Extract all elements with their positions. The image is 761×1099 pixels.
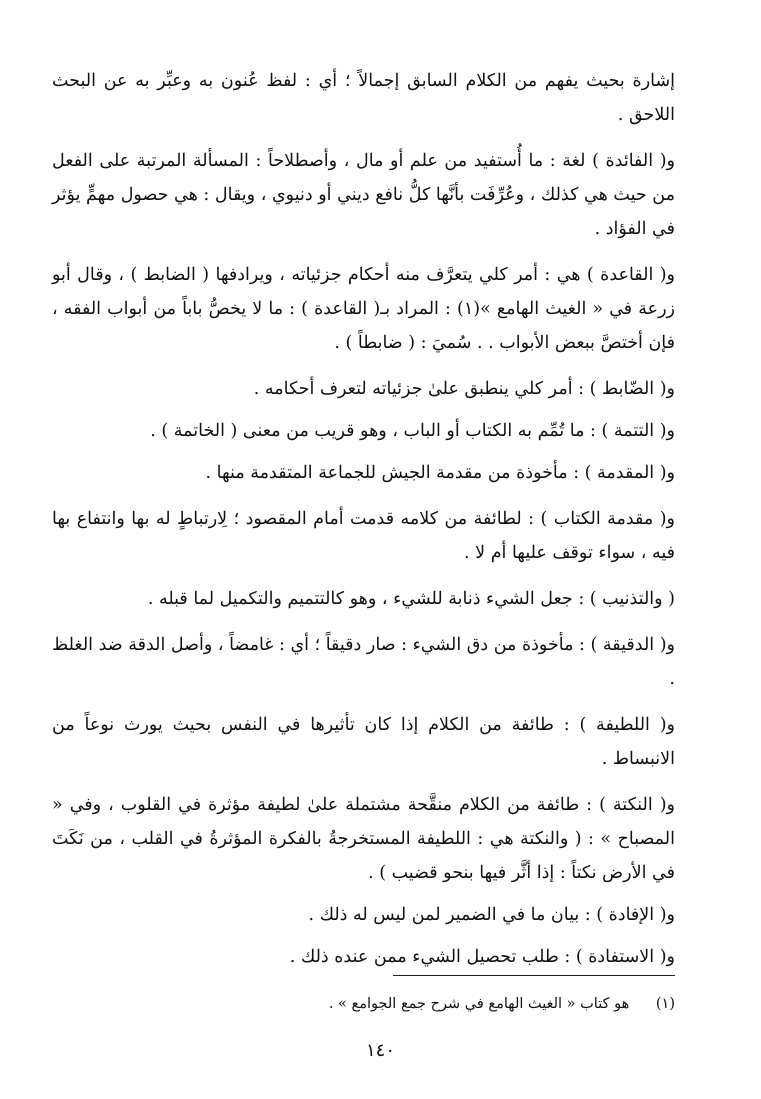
paragraph-latifa: و( اللطيفة ) : طائفة من الكلام إذا كان تأثيرها في النفس بحيث يورث نوعاً من الانبساط . [52, 715, 675, 769]
footnote-divider [393, 975, 675, 976]
main-text [52, 64, 675, 986]
paragraph-istifada: و( الاستفادة ) : طلب تحصيل الشيء ممن عنده ذلك . [289, 947, 675, 967]
paragraph-tadhnib: ( والتذنيب ) : جعل الشيء ذنابة للشيء ، وهو كالتتميم والتكميل لما قبله . [147, 589, 675, 609]
footnote [80, 992, 675, 1016]
paragraph-qaida: و( القاعدة ) هي : أمر كلي يتعرَّف منه أحكام جزئياته ، ويرادفها ( الضابط ) ، وقال أبو زرعة في « الغيث الهامع »(١) : المراد بـ( القاعدة ) : ما لا يخصُّ باباً من أبواب الفقه ، فإن أختصَّ ببعض الأبواب . . سُميَ : ( ضابطاً ) . [52, 265, 675, 353]
paragraph-daqiqa: و( الدقيقة ) : مأخوذة من دق الشيء : صار دقيقاً ؛ أي : غامضاً ، وأصل الدقة ضد الغلظ . [51, 635, 675, 689]
paragraph-tatimma: و( التتمة ) : ما تُمِّم به الكتاب أو الباب ، وهو قريب من معنى ( الخاتمة ) . [150, 421, 675, 441]
footnote-number: (١) [655, 996, 675, 1012]
paragraph-muqaddima: و( المقدمة ) : مأخوذة من مقدمة الجيش للجماعة المتقدمة منها . [205, 463, 675, 483]
paragraph-ifada: و( الإفادة ) : بيان ما في الضمير لمن ليس له ذلك . [308, 905, 675, 925]
paragraph-dabit: و( الضّابط ) : أمر كلي ينطبق علىٰ جزئياته لتعرف أحكامه . [253, 379, 675, 399]
paragraph-faida: و( الفائدة ) لغة : ما أُستفيد من علم أو مال ، وأصطلاحاً : المسألة المرتبة على الفعل من حيث هي كذلك ، وعُرِّفَت بأنَّها كلُّ نافع ديني أو دنيوي ، ويقال : هي حصول مهمٍّ يؤثر في الفؤاد . [52, 151, 675, 239]
page-number: ١٤٠ [365, 1040, 395, 1061]
paragraph-muqaddimat-kitab: و( مقدمة الكتاب ) : لطائفة من كلامه قدمت أمام المقصود ؛ لِارتباطٍ له بها وانتفاع بها فيه ، سواء توقف عليها أم لا . [52, 509, 675, 563]
footnote-text: هو كتاب « الغيث الهامع في شرح جمع الجوامع » . [328, 996, 630, 1012]
paragraph-ishara: إشارة بحيث يفهم من الكلام السابق إجمالاً ؛ أي : لفظ عُنون به وعبِّر به عن البحث اللاحق . [52, 71, 675, 125]
paragraph-nukta: و( النكتة ) : طائفة من الكلام منقَّحة مشتملة علىٰ لطيفة مؤثرة في القلوب ، وفي « المصباح » : ( والنكتة هي : اللطيفة المستخرجةُ بالفكرة المؤثرةُ في القلب ، من نَكَتَ في الأرض نكتاً : إذا أثَّر فيها بنحو قضيب ) . [52, 795, 675, 883]
